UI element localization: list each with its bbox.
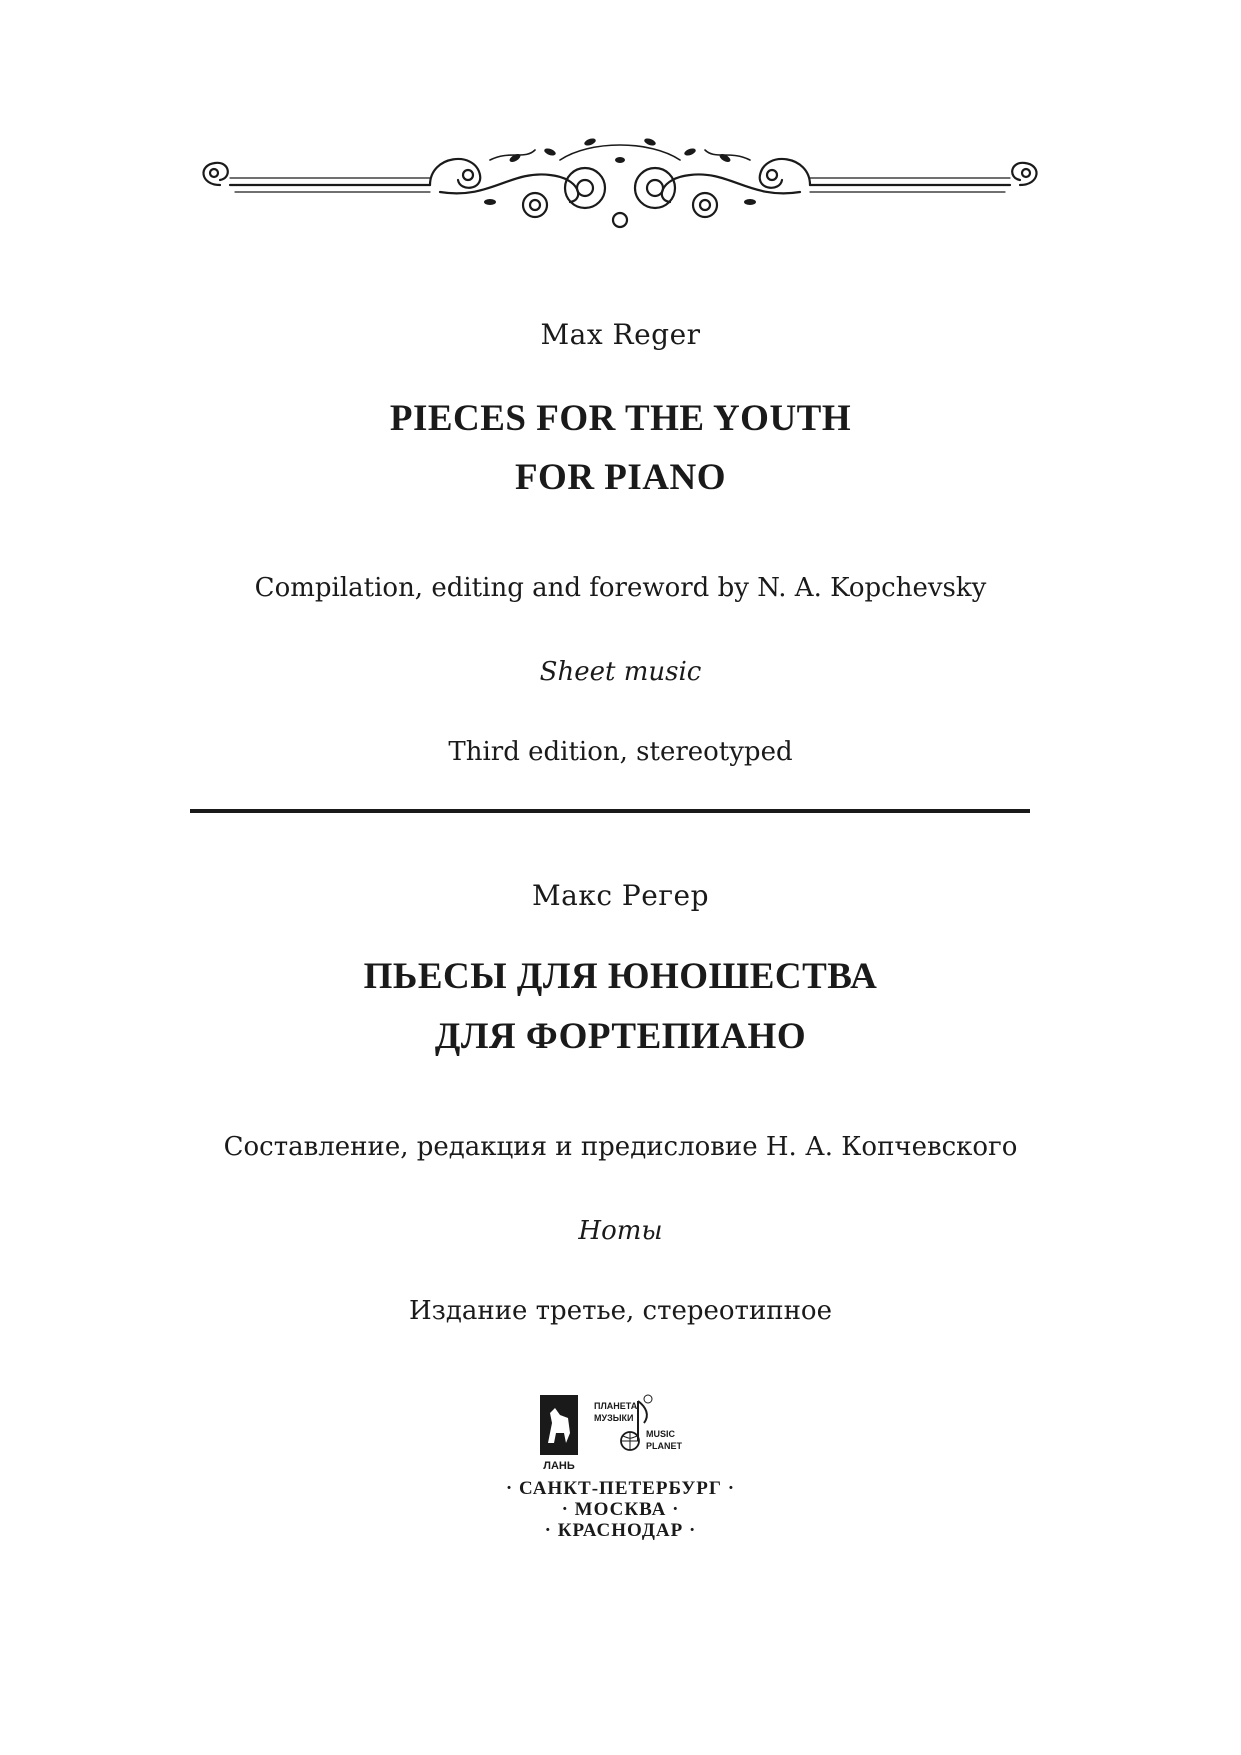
- russian-author: Макс Регер: [531, 879, 710, 912]
- music-planet-line1: MUSIC: [646, 1429, 675, 1439]
- english-edition: Third edition, stereotyped: [448, 737, 793, 767]
- english-title-line2: FOR PIANO: [514, 457, 727, 498]
- publisher-city-2: · МОСКВА ·: [561, 1499, 680, 1520]
- russian-title-line1: ПЬЕСЫ ДЛЯ ЮНОШЕСТВА: [363, 956, 878, 997]
- lan-logo-text: ЛАНЬ: [543, 1460, 575, 1472]
- publisher-city-3: · КРАСНОДАР ·: [544, 1520, 697, 1541]
- english-genre: Sheet music: [539, 657, 702, 687]
- publisher-logos-icon: [530, 1393, 730, 1473]
- russian-edition: Издание третье, стереотипное: [409, 1296, 832, 1326]
- floral-scroll-ornament-icon: [190, 130, 1050, 240]
- music-planet-line2: PLANET: [646, 1441, 682, 1451]
- english-author: Max Reger: [540, 318, 701, 351]
- publisher-city-1: · САНКТ-ПЕТЕРБУРГ ·: [505, 1478, 736, 1499]
- russian-genre: Ноты: [578, 1216, 663, 1246]
- english-title-line1: PIECES FOR THE YOUTH: [389, 398, 852, 439]
- russian-credit: Составление, редакция и предисловие Н. А. Копчевского: [223, 1132, 1018, 1162]
- russian-title-line2: ДЛЯ ФОРТЕПИАНО: [434, 1016, 807, 1057]
- music-planet-logo-icon: [594, 1395, 683, 1451]
- planet-logo-text-line1: ПЛАНЕТА: [594, 1401, 638, 1411]
- planet-logo-text-line2: МУЗЫКИ: [594, 1413, 634, 1423]
- lan-logo-icon: [540, 1395, 578, 1472]
- section-divider: [190, 809, 1030, 813]
- english-credit: Compilation, editing and foreword by N. A. Kopchevsky: [254, 573, 987, 603]
